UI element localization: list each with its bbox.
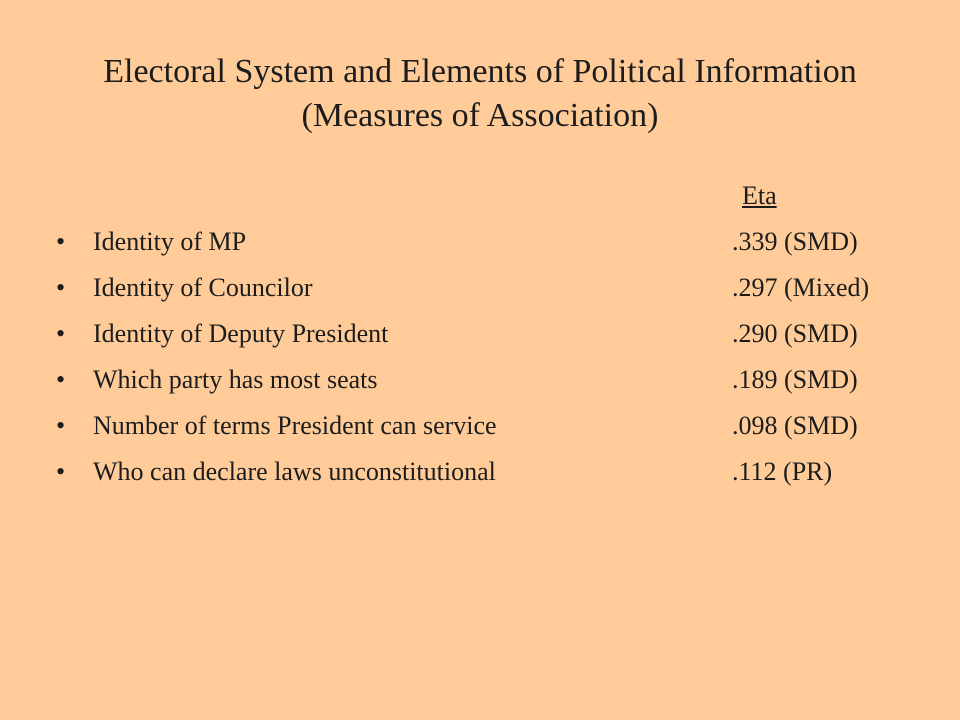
item-value: .098 (SMD) bbox=[732, 411, 858, 440]
item-label: Which party has most seats bbox=[93, 365, 378, 394]
list-item bbox=[0, 222, 960, 268]
item-value: .297 (Mixed) bbox=[732, 273, 870, 302]
item-label: Who can declare laws unconstitutional bbox=[93, 457, 496, 486]
item-label: Number of terms President can service bbox=[93, 411, 497, 440]
list-item bbox=[0, 360, 960, 406]
bullet-icon: • bbox=[56, 411, 66, 440]
slide-title-line-2: (Measures of Association) bbox=[301, 97, 659, 134]
item-label: Identity of MP bbox=[93, 227, 247, 256]
item-value: .112 (PR) bbox=[732, 457, 833, 486]
list-item bbox=[0, 268, 960, 314]
item-label: Identity of Councilor bbox=[93, 273, 313, 302]
bullet-icon: • bbox=[56, 457, 66, 486]
list-item bbox=[0, 314, 960, 360]
item-value: .290 (SMD) bbox=[732, 319, 858, 348]
item-label: Identity of Deputy President bbox=[93, 319, 389, 348]
bullet-icon: • bbox=[56, 365, 66, 394]
eta-column-header: Eta bbox=[742, 181, 777, 210]
bullet-icon: • bbox=[56, 319, 66, 348]
item-value: .339 (SMD) bbox=[732, 227, 858, 256]
bullet-icon: • bbox=[56, 273, 66, 302]
slide-title-line-1: Electoral System and Elements of Political Information bbox=[103, 53, 857, 90]
bullet-icon: • bbox=[56, 227, 66, 256]
bullet-list bbox=[0, 222, 960, 498]
list-item bbox=[0, 452, 960, 498]
list-item bbox=[0, 406, 960, 452]
slide-title bbox=[40, 50, 920, 138]
item-value: .189 (SMD) bbox=[732, 365, 858, 394]
